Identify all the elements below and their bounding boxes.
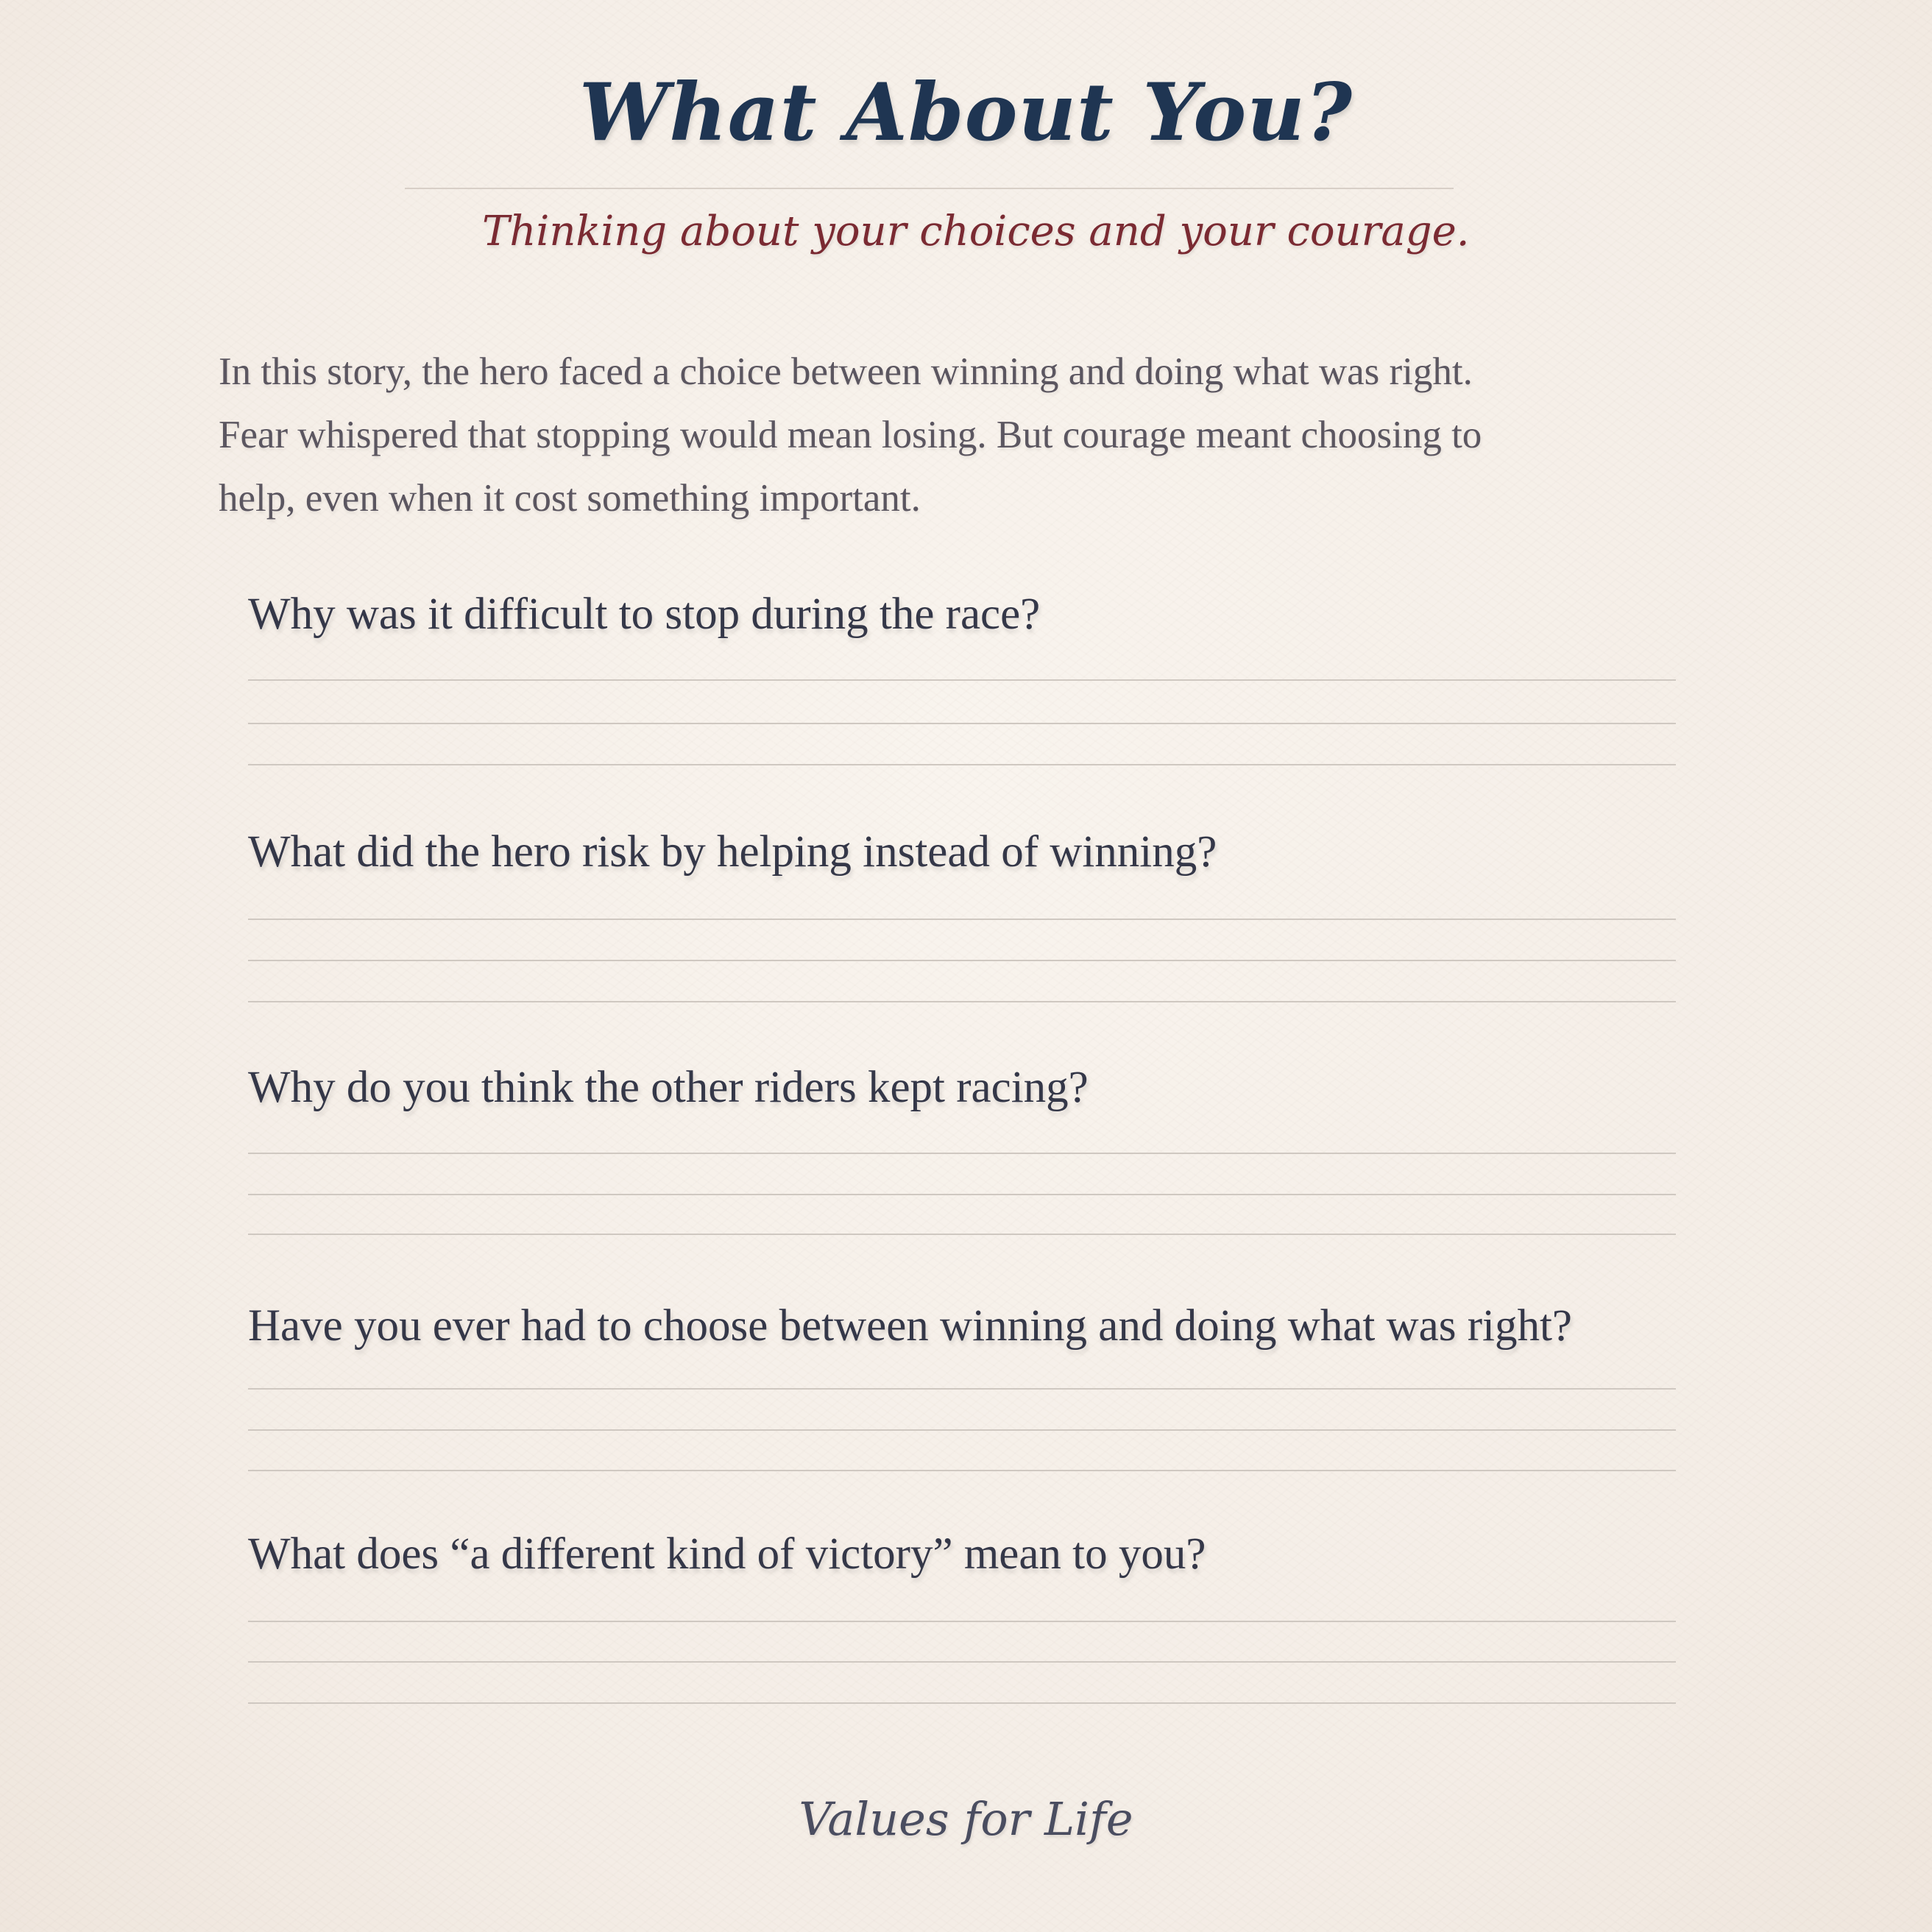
question-text: What does “a different kind of victory” mean to you? (248, 1529, 1206, 1579)
question-block (248, 1297, 1676, 1356)
title-divider (405, 188, 1454, 189)
answer-line[interactable] (248, 1621, 1676, 1622)
answer-line[interactable] (248, 960, 1676, 961)
answer-line[interactable] (248, 1661, 1676, 1663)
answer-line[interactable] (248, 1001, 1676, 1002)
answer-line[interactable] (248, 1470, 1676, 1471)
intro-line: In this story, the hero faced a choice between winning and doing what was right. (219, 350, 1473, 393)
answer-line[interactable] (248, 1702, 1676, 1704)
answer-line[interactable] (248, 1429, 1676, 1431)
question-block (248, 1058, 1676, 1117)
question-block (248, 1525, 1676, 1584)
question-text: Why was it difficult to stop during the race? (248, 590, 1041, 639)
answer-line[interactable] (248, 919, 1676, 920)
answer-line[interactable] (248, 723, 1676, 724)
answer-line[interactable] (248, 764, 1676, 765)
answer-line[interactable] (248, 1194, 1676, 1195)
question-text: Have you ever had to choose between winning and doing what was right? (248, 1301, 1572, 1351)
question-block (248, 823, 1676, 882)
question-block (248, 585, 1676, 644)
answer-line[interactable] (248, 1234, 1676, 1235)
question-text: Why do you think the other riders kept racing? (248, 1063, 1089, 1112)
page-title: What About You? (578, 66, 1354, 159)
intro-line: help, even when it cost something important. (219, 477, 921, 520)
intro-line: Fear whispered that stopping would mean losing. But courage meant choosing to (219, 414, 1482, 456)
footer-brand: Values for Life (799, 1792, 1133, 1846)
page-subtitle: Thinking about your choices and your courage. (482, 208, 1470, 255)
answer-line[interactable] (248, 1153, 1676, 1154)
answer-line[interactable] (248, 1388, 1676, 1390)
question-text: What did the hero risk by helping instead of winning? (248, 827, 1217, 877)
intro-paragraph (219, 340, 1654, 530)
answer-line[interactable] (248, 679, 1676, 681)
